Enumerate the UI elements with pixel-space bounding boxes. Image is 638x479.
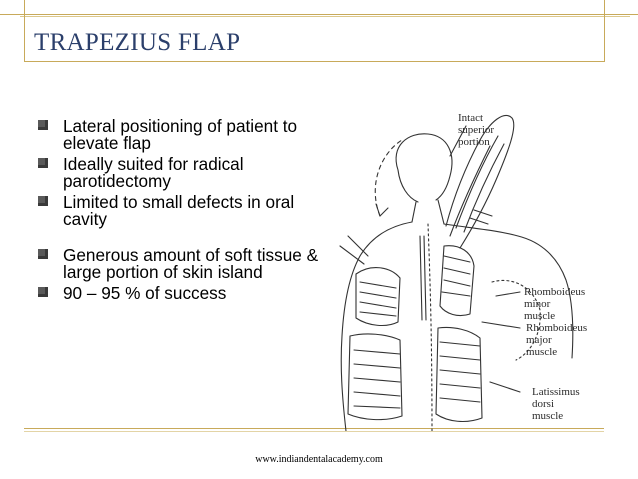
square-bullet-icon — [38, 120, 48, 130]
square-bullet-icon — [38, 287, 48, 297]
slide-title: TRAPEZIUS FLAP — [34, 29, 241, 56]
label-latissimus-dorsi: Latissimus dorsi muscle — [532, 386, 580, 422]
right-rule — [604, 0, 605, 62]
bullet-item — [38, 194, 328, 228]
square-bullet-icon — [38, 196, 48, 206]
bullet-text: Generous amount of soft tissue & large portion of skin island — [63, 245, 319, 282]
bullet-item — [38, 156, 328, 190]
top-rule — [0, 14, 638, 15]
bullet-item — [38, 285, 328, 302]
bullet-text: 90 – 95 % of success — [63, 283, 227, 303]
square-bullet-icon — [38, 249, 48, 259]
bullet-text: Lateral positioning of patient to elevate flap — [63, 116, 298, 153]
bullet-item — [38, 118, 328, 152]
label-rhomboideus-major: Rhomboideus major muscle — [526, 322, 588, 358]
footer-url: www.indiandentalacademy.com — [255, 454, 383, 465]
bullet-item — [38, 247, 328, 281]
bullet-text: Ideally suited for radical parotidectomy — [63, 154, 244, 191]
title-underline — [24, 61, 604, 62]
square-bullet-icon — [38, 158, 48, 168]
left-rule — [24, 0, 25, 62]
trapezius-flap-illustration — [320, 96, 605, 431]
label-rhomboideus-minor: Rhomboideus minor muscle — [524, 286, 586, 322]
bullet-text: Limited to small defects in oral cavity — [63, 192, 295, 229]
bottom-rule-inner — [24, 431, 604, 432]
top-rule-inner — [20, 16, 630, 17]
bullet-list — [38, 118, 328, 306]
label-intact-superior: Intact superior portion — [458, 112, 495, 148]
